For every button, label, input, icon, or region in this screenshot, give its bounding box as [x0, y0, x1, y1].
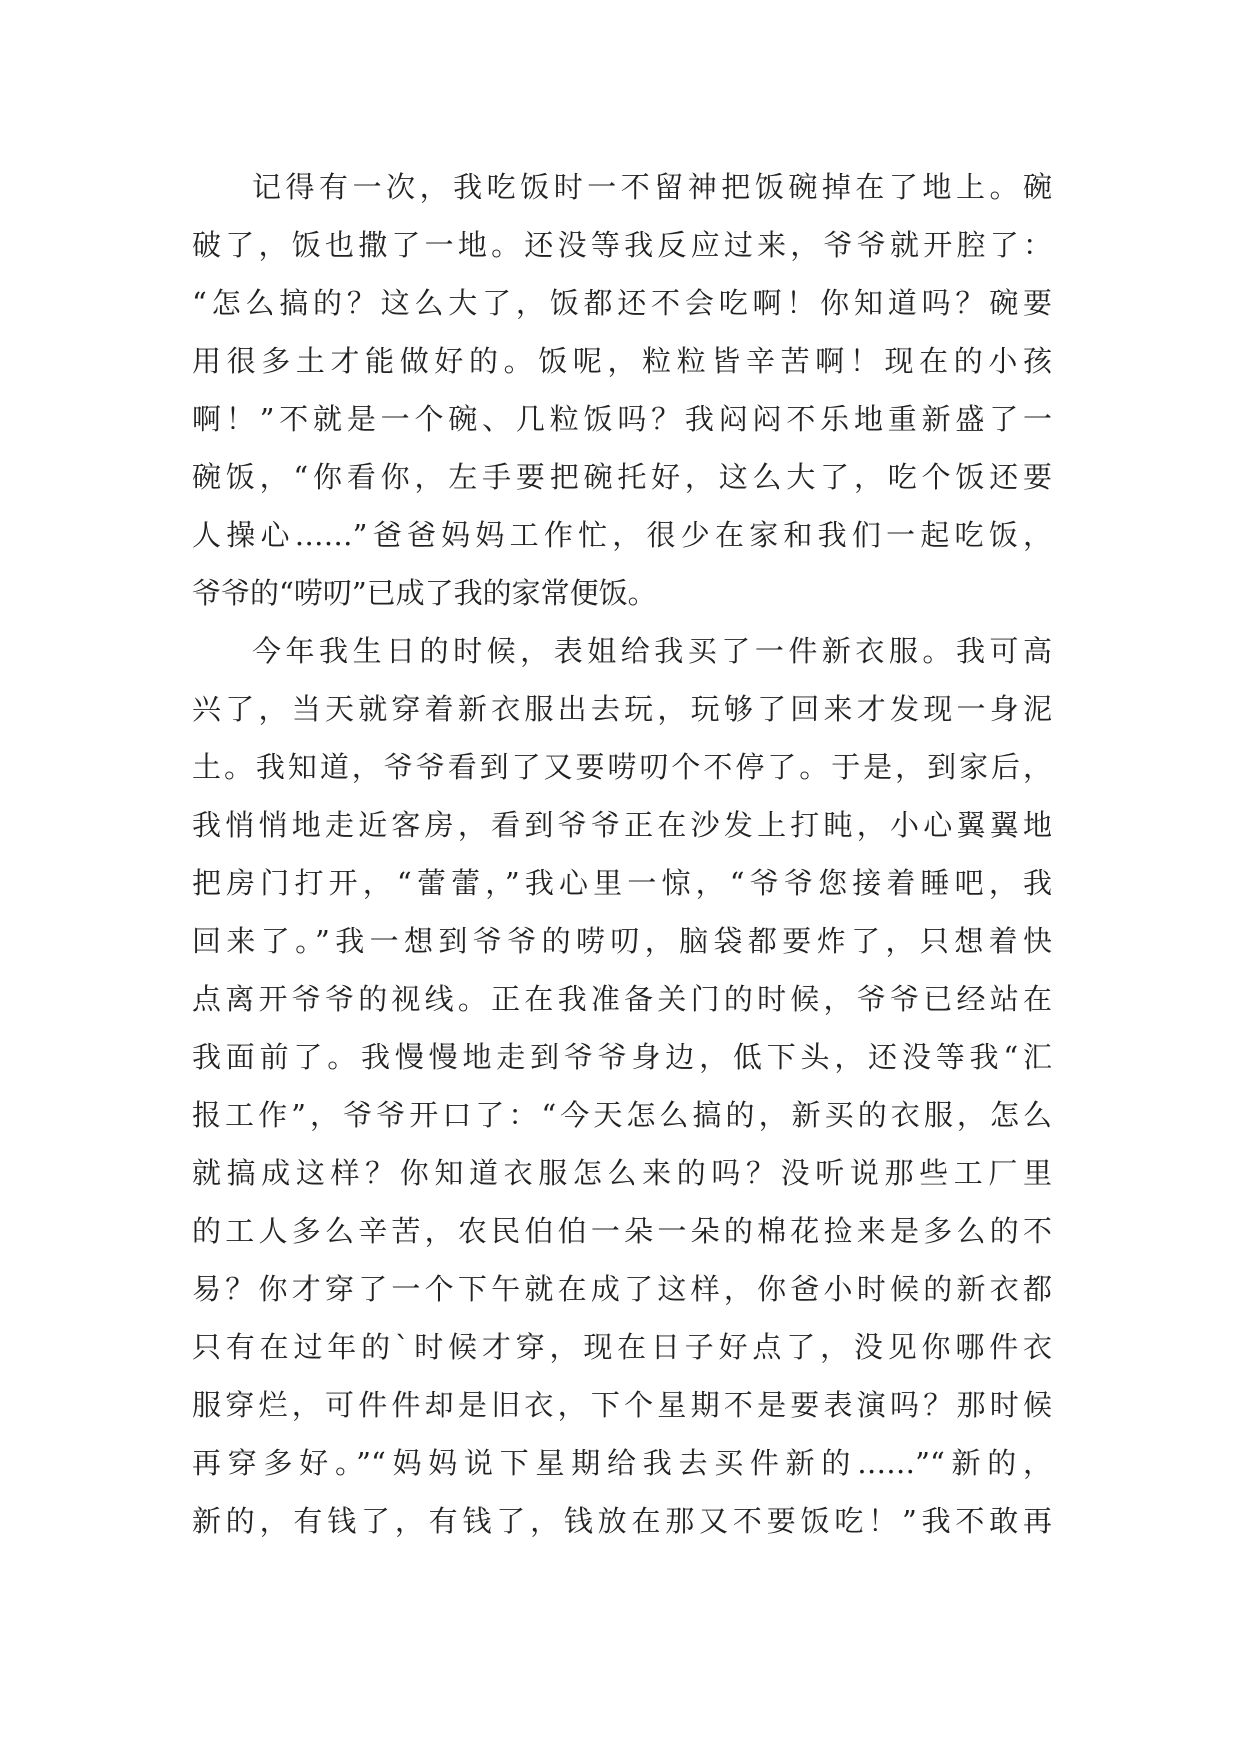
text-line: 我面前了。我慢慢地走到爷爷身边，低下头，还没等我“汇 — [192, 1040, 1052, 1074]
text-line: 再穿多好。”“妈妈说下星期给我去买件新的……”“新的， — [192, 1446, 1052, 1480]
text-line: 就搞成这样？你知道衣服怎么来的吗？没听说那些工厂里 — [192, 1156, 1052, 1190]
text-line: 报工作”，爷爷开口了：“今天怎么搞的，新买的衣服，怎么 — [192, 1098, 1052, 1132]
text-line: 我悄悄地走近客房，看到爷爷正在沙发上打盹，小心翼翼地 — [192, 808, 1052, 842]
paragraph — [192, 622, 1052, 1550]
text-line: 只有在过年的`时候才穿，现在日子好点了，没见你哪件衣 — [192, 1330, 1052, 1364]
text-line: 土。我知道，爷爷看到了又要唠叨个不停了。于是，到家后， — [192, 750, 1052, 784]
text-line: 的工人多么辛苦，农民伯伯一朵一朵的棉花捡来是多么的不 — [192, 1214, 1052, 1248]
paragraph — [192, 158, 1052, 622]
text-line: 人操心……”爸爸妈妈工作忙，很少在家和我们一起吃饭， — [192, 518, 1052, 552]
text-line: 记得有一次，我吃饭时一不留神把饭碗掉在了地上。碗 — [252, 170, 1052, 204]
text-line: “怎么搞的？这么大了，饭都还不会吃啊！你知道吗？碗要 — [192, 286, 1052, 320]
text-line: 今年我生日的时候，表姐给我买了一件新衣服。我可高 — [252, 634, 1052, 668]
text-line: 用很多土才能做好的。饭呢，粒粒皆辛苦啊！现在的小孩 — [192, 344, 1052, 378]
text-line: 把房门打开，“蕾蕾，”我心里一惊，“爷爷您接着睡吧，我 — [192, 866, 1052, 900]
text-line: 回来了。”我一想到爷爷的唠叨，脑袋都要炸了，只想着快 — [192, 924, 1052, 958]
text-line: 兴了，当天就穿着新衣服出去玩，玩够了回来才发现一身泥 — [192, 692, 1052, 726]
text-line: 啊！”不就是一个碗、几粒饭吗？我闷闷不乐地重新盛了一 — [192, 402, 1052, 436]
text-line: 爷爷的“唠叨”已成了我的家常便饭。 — [192, 576, 657, 610]
text-line: 破了，饭也撒了一地。还没等我反应过来，爷爷就开腔了： — [192, 228, 1052, 262]
text-line: 服穿烂，可件件却是旧衣，下个星期不是要表演吗？那时候 — [192, 1388, 1052, 1422]
text-line: 碗饭，“你看你，左手要把碗托好，这么大了，吃个饭还要 — [192, 460, 1052, 494]
text-line: 易？你才穿了一个下午就在成了这样，你爸小时候的新衣都 — [192, 1272, 1052, 1306]
text-line: 新的，有钱了，有钱了，钱放在那又不要饭吃！”我不敢再 — [192, 1504, 1052, 1538]
text-line: 点离开爷爷的视线。正在我准备关门的时候，爷爷已经站在 — [192, 982, 1052, 1016]
body-text — [192, 158, 1052, 1550]
